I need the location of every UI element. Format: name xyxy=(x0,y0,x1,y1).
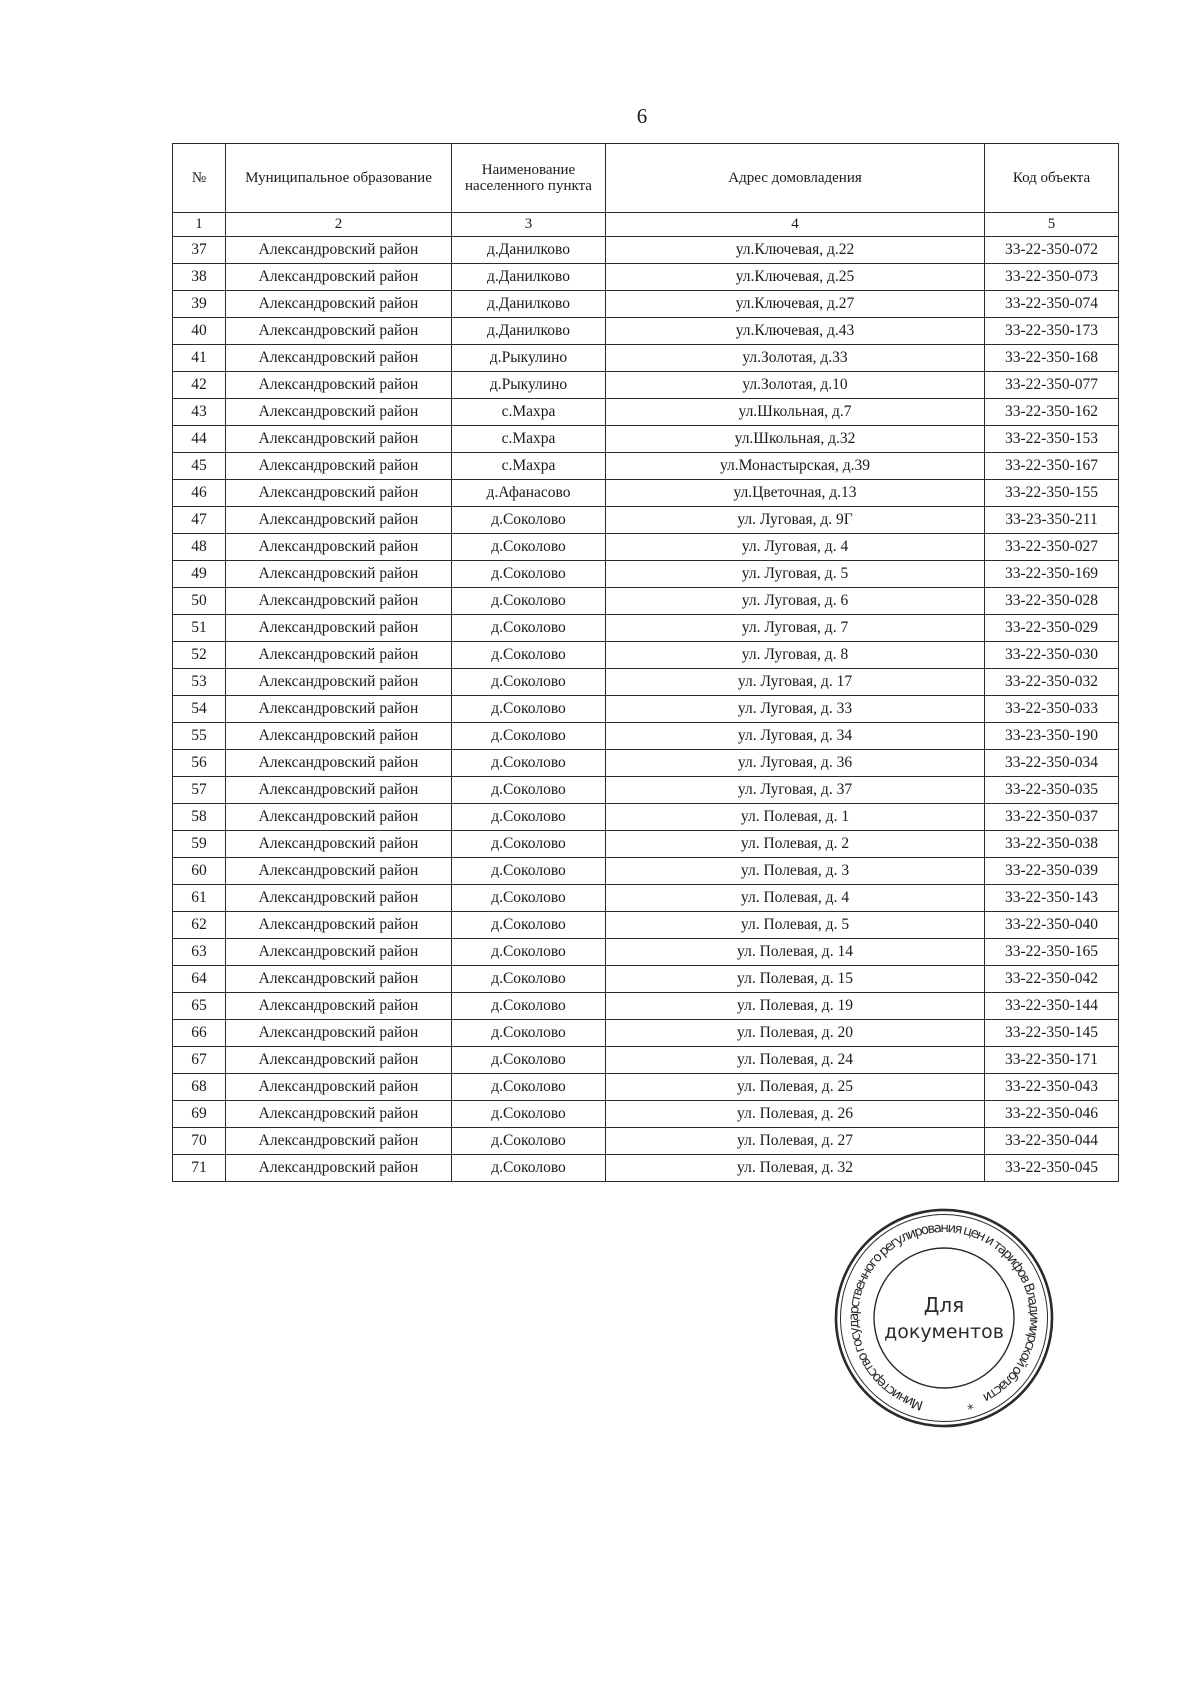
table-row xyxy=(173,399,1119,426)
settlement-cell: д.Соколово xyxy=(452,804,606,831)
table-row xyxy=(173,453,1119,480)
object-code-cell: 33-22-350-155 xyxy=(985,480,1119,507)
row-number: 57 xyxy=(173,777,226,804)
table-row xyxy=(173,858,1119,885)
settlement-cell: с.Махра xyxy=(452,399,606,426)
address-cell: ул. Полевая, д. 27 xyxy=(606,1128,985,1155)
address-cell: ул.Ключевая, д.22 xyxy=(606,237,985,264)
object-code-cell: 33-22-350-032 xyxy=(985,669,1119,696)
municipality-cell: Александровский район xyxy=(226,966,452,993)
stamp-star-icon: * xyxy=(964,1395,975,1412)
table-row xyxy=(173,534,1119,561)
settlement-cell: д.Соколово xyxy=(452,696,606,723)
object-code-cell: 33-23-350-190 xyxy=(985,723,1119,750)
header-settlement: Наименование населенного пункта xyxy=(452,144,606,213)
row-number: 38 xyxy=(173,264,226,291)
municipality-cell: Александровский район xyxy=(226,858,452,885)
object-code-cell: 33-22-350-034 xyxy=(985,750,1119,777)
municipality-cell: Александровский район xyxy=(226,318,452,345)
settlement-cell: д.Соколово xyxy=(452,858,606,885)
address-cell: ул. Луговая, д. 9Г xyxy=(606,507,985,534)
row-number: 69 xyxy=(173,1101,226,1128)
object-code-cell: 33-22-350-045 xyxy=(985,1155,1119,1182)
settlement-cell: д.Рыкулино xyxy=(452,345,606,372)
settlement-cell: д.Афанасово xyxy=(452,480,606,507)
address-cell: ул.Золотая, д.10 xyxy=(606,372,985,399)
row-number: 63 xyxy=(173,939,226,966)
municipality-cell: Александровский район xyxy=(226,291,452,318)
settlement-cell: д.Соколово xyxy=(452,1155,606,1182)
object-code-cell: 33-22-350-037 xyxy=(985,804,1119,831)
row-number: 55 xyxy=(173,723,226,750)
municipality-cell: Александровский район xyxy=(226,777,452,804)
row-number: 58 xyxy=(173,804,226,831)
address-cell: ул.Ключевая, д.27 xyxy=(606,291,985,318)
address-cell: ул. Луговая, д. 6 xyxy=(606,588,985,615)
address-cell: ул. Полевая, д. 5 xyxy=(606,912,985,939)
table-row xyxy=(173,696,1119,723)
object-code-cell: 33-22-350-144 xyxy=(985,993,1119,1020)
table-row xyxy=(173,912,1119,939)
settlement-cell: д.Соколово xyxy=(452,750,606,777)
address-cell: ул. Луговая, д. 33 xyxy=(606,696,985,723)
row-number: 37 xyxy=(173,237,226,264)
address-cell: ул. Полевая, д. 19 xyxy=(606,993,985,1020)
municipality-cell: Александровский район xyxy=(226,750,452,777)
municipality-cell: Александровский район xyxy=(226,615,452,642)
stamp-ring-text: Министерство государственного регулирования цен и тарифов Владимирской области xyxy=(846,1220,1042,1413)
address-cell: ул. Луговая, д. 7 xyxy=(606,615,985,642)
object-code-cell: 33-22-350-043 xyxy=(985,1074,1119,1101)
municipality-cell: Александровский район xyxy=(226,723,452,750)
column-number: 2 xyxy=(226,213,452,237)
municipality-cell: Александровский район xyxy=(226,588,452,615)
row-number: 45 xyxy=(173,453,226,480)
row-number: 67 xyxy=(173,1047,226,1074)
municipality-cell: Александровский район xyxy=(226,804,452,831)
table-row xyxy=(173,1101,1119,1128)
object-code-cell: 33-22-350-173 xyxy=(985,318,1119,345)
object-code-cell: 33-22-350-072 xyxy=(985,237,1119,264)
address-cell: ул. Полевая, д. 3 xyxy=(606,858,985,885)
object-code-cell: 33-22-350-040 xyxy=(985,912,1119,939)
municipality-cell: Александровский район xyxy=(226,1074,452,1101)
settlement-cell: д.Соколово xyxy=(452,777,606,804)
address-cell: ул.Школьная, д.7 xyxy=(606,399,985,426)
object-code-cell: 33-22-350-042 xyxy=(985,966,1119,993)
object-code-cell: 33-22-350-029 xyxy=(985,615,1119,642)
municipality-cell: Александровский район xyxy=(226,642,452,669)
row-number: 70 xyxy=(173,1128,226,1155)
address-cell: ул. Полевая, д. 25 xyxy=(606,1074,985,1101)
settlement-cell: д.Соколово xyxy=(452,1128,606,1155)
table-row xyxy=(173,885,1119,912)
object-code-cell: 33-22-350-073 xyxy=(985,264,1119,291)
municipality-cell: Александровский район xyxy=(226,426,452,453)
table-row xyxy=(173,615,1119,642)
row-number: 64 xyxy=(173,966,226,993)
table-row xyxy=(173,939,1119,966)
municipality-cell: Александровский район xyxy=(226,669,452,696)
object-code-cell: 33-22-350-167 xyxy=(985,453,1119,480)
municipality-cell: Александровский район xyxy=(226,237,452,264)
settlement-cell: д.Соколово xyxy=(452,1101,606,1128)
table-row xyxy=(173,1155,1119,1182)
table-row xyxy=(173,264,1119,291)
table-row xyxy=(173,1128,1119,1155)
settlement-cell: д.Соколово xyxy=(452,642,606,669)
row-number: 44 xyxy=(173,426,226,453)
row-number: 60 xyxy=(173,858,226,885)
header-number: № xyxy=(173,144,226,213)
object-code-cell: 33-22-350-038 xyxy=(985,831,1119,858)
row-number: 42 xyxy=(173,372,226,399)
address-cell: ул. Полевая, д. 15 xyxy=(606,966,985,993)
column-number: 4 xyxy=(606,213,985,237)
column-number: 1 xyxy=(173,213,226,237)
municipality-cell: Александровский район xyxy=(226,453,452,480)
address-cell: ул. Полевая, д. 24 xyxy=(606,1047,985,1074)
object-code-cell: 33-22-350-039 xyxy=(985,858,1119,885)
municipality-cell: Александровский район xyxy=(226,1047,452,1074)
municipality-cell: Александровский район xyxy=(226,561,452,588)
municipality-cell: Александровский район xyxy=(226,885,452,912)
row-number: 66 xyxy=(173,1020,226,1047)
header-municipality: Муниципальное образование xyxy=(226,144,452,213)
municipality-cell: Александровский район xyxy=(226,939,452,966)
table-row xyxy=(173,318,1119,345)
row-number: 39 xyxy=(173,291,226,318)
row-number: 61 xyxy=(173,885,226,912)
settlement-cell: д.Соколово xyxy=(452,831,606,858)
settlement-cell: д.Соколово xyxy=(452,993,606,1020)
row-number: 43 xyxy=(173,399,226,426)
table-row xyxy=(173,237,1119,264)
address-cell: ул. Полевая, д. 26 xyxy=(606,1101,985,1128)
column-number-row xyxy=(173,213,1119,237)
table-row xyxy=(173,777,1119,804)
table-row xyxy=(173,561,1119,588)
row-number: 59 xyxy=(173,831,226,858)
municipality-cell: Александровский район xyxy=(226,993,452,1020)
municipality-cell: Александровский район xyxy=(226,345,452,372)
stamp-center-line2: документов xyxy=(884,1321,1004,1343)
table-row xyxy=(173,480,1119,507)
settlement-cell: д.Соколово xyxy=(452,939,606,966)
address-cell: ул. Луговая, д. 34 xyxy=(606,723,985,750)
row-number: 46 xyxy=(173,480,226,507)
settlement-cell: д.Соколово xyxy=(452,912,606,939)
address-cell: ул.Цветочная, д.13 xyxy=(606,480,985,507)
municipality-cell: Александровский район xyxy=(226,831,452,858)
address-cell: ул. Луговая, д. 8 xyxy=(606,642,985,669)
municipality-cell: Александровский район xyxy=(226,1020,452,1047)
table-row xyxy=(173,804,1119,831)
object-code-cell: 33-22-350-169 xyxy=(985,561,1119,588)
object-code-cell: 33-22-350-030 xyxy=(985,642,1119,669)
page-number: 6 xyxy=(636,104,648,128)
row-number: 48 xyxy=(173,534,226,561)
settlement-cell: д.Рыкулино xyxy=(452,372,606,399)
address-cell: ул.Школьная, д.32 xyxy=(606,426,985,453)
settlement-cell: д.Соколово xyxy=(452,561,606,588)
object-code-cell: 33-22-350-046 xyxy=(985,1101,1119,1128)
municipality-cell: Александровский район xyxy=(226,1101,452,1128)
address-cell: ул. Луговая, д. 5 xyxy=(606,561,985,588)
municipality-cell: Александровский район xyxy=(226,1155,452,1182)
address-cell: ул. Полевая, д. 1 xyxy=(606,804,985,831)
row-number: 71 xyxy=(173,1155,226,1182)
settlement-cell: д.Соколово xyxy=(452,534,606,561)
settlement-cell: д.Соколово xyxy=(452,507,606,534)
object-code-cell: 33-22-350-033 xyxy=(985,696,1119,723)
address-cell: ул. Луговая, д. 37 xyxy=(606,777,985,804)
table-row xyxy=(173,993,1119,1020)
stamp-inner-ring xyxy=(863,1237,1025,1399)
municipality-cell: Александровский район xyxy=(226,264,452,291)
object-code-cell: 33-22-350-145 xyxy=(985,1020,1119,1047)
address-cell: ул. Полевая, д. 32 xyxy=(606,1155,985,1182)
settlement-cell: д.Соколово xyxy=(452,1047,606,1074)
municipality-cell: Александровский район xyxy=(226,912,452,939)
address-cell: ул. Полевая, д. 4 xyxy=(606,885,985,912)
municipality-cell: Александровский район xyxy=(226,696,452,723)
table-row xyxy=(173,831,1119,858)
object-code-cell: 33-22-350-035 xyxy=(985,777,1119,804)
table-row xyxy=(173,426,1119,453)
settlement-cell: д.Соколово xyxy=(452,669,606,696)
row-number: 50 xyxy=(173,588,226,615)
object-code-cell: 33-22-350-027 xyxy=(985,534,1119,561)
settlement-cell: д.Данилково xyxy=(452,264,606,291)
table-body xyxy=(173,237,1119,1182)
address-cell: ул. Полевая, д. 2 xyxy=(606,831,985,858)
settlement-cell: д.Соколово xyxy=(452,885,606,912)
settlement-cell: д.Соколово xyxy=(452,1020,606,1047)
table-row xyxy=(173,1020,1119,1047)
municipality-cell: Александровский район xyxy=(226,1128,452,1155)
object-code-cell: 33-22-350-165 xyxy=(985,939,1119,966)
row-number: 54 xyxy=(173,696,226,723)
registry-table xyxy=(172,143,1119,1182)
table-row xyxy=(173,588,1119,615)
address-cell: ул. Луговая, д. 17 xyxy=(606,669,985,696)
table-row xyxy=(173,1074,1119,1101)
table-row xyxy=(173,750,1119,777)
municipality-cell: Александровский район xyxy=(226,507,452,534)
table-row xyxy=(173,723,1119,750)
row-number: 68 xyxy=(173,1074,226,1101)
settlement-cell: д.Данилково xyxy=(452,237,606,264)
settlement-cell: д.Данилково xyxy=(452,291,606,318)
address-cell: ул. Луговая, д. 36 xyxy=(606,750,985,777)
row-number: 51 xyxy=(173,615,226,642)
column-number: 3 xyxy=(452,213,606,237)
stamp-outer-ring-inner xyxy=(832,1206,1056,1430)
settlement-cell: д.Соколово xyxy=(452,966,606,993)
object-code-cell: 33-22-350-162 xyxy=(985,399,1119,426)
table-row xyxy=(173,345,1119,372)
municipality-cell: Александровский район xyxy=(226,534,452,561)
row-number: 65 xyxy=(173,993,226,1020)
object-code-cell: 33-22-350-171 xyxy=(985,1047,1119,1074)
header-object-code: Код объекта xyxy=(985,144,1119,213)
row-number: 40 xyxy=(173,318,226,345)
object-code-cell: 33-22-350-074 xyxy=(985,291,1119,318)
municipality-cell: Александровский район xyxy=(226,372,452,399)
table-row xyxy=(173,669,1119,696)
table-row xyxy=(173,507,1119,534)
address-cell: ул. Полевая, д. 20 xyxy=(606,1020,985,1047)
header-address: Адрес домовладения xyxy=(606,144,985,213)
address-cell: ул.Золотая, д.33 xyxy=(606,345,985,372)
row-number: 47 xyxy=(173,507,226,534)
stamp-outer-ring xyxy=(832,1206,1056,1430)
table-row xyxy=(173,1047,1119,1074)
address-cell: ул.Ключевая, д.43 xyxy=(606,318,985,345)
settlement-cell: с.Махра xyxy=(452,453,606,480)
settlement-cell: д.Соколово xyxy=(452,615,606,642)
settlement-cell: д.Соколово xyxy=(452,723,606,750)
object-code-cell: 33-22-350-028 xyxy=(985,588,1119,615)
row-number: 52 xyxy=(173,642,226,669)
settlement-cell: д.Данилково xyxy=(452,318,606,345)
municipality-cell: Александровский район xyxy=(226,480,452,507)
object-code-cell: 33-22-350-153 xyxy=(985,426,1119,453)
header-row xyxy=(173,144,1119,213)
column-number: 5 xyxy=(985,213,1119,237)
row-number: 49 xyxy=(173,561,226,588)
object-code-cell: 33-22-350-077 xyxy=(985,372,1119,399)
table-row xyxy=(173,291,1119,318)
table-row xyxy=(173,372,1119,399)
settlement-cell: д.Соколово xyxy=(452,588,606,615)
stamp-center-line1: Для xyxy=(923,1293,965,1317)
address-cell: ул. Полевая, д. 14 xyxy=(606,939,985,966)
official-stamp xyxy=(832,1206,1056,1430)
address-cell: ул.Монастырская, д.39 xyxy=(606,453,985,480)
municipality-cell: Александровский район xyxy=(226,399,452,426)
object-code-cell: 33-22-350-143 xyxy=(985,885,1119,912)
object-code-cell: 33-23-350-211 xyxy=(985,507,1119,534)
row-number: 41 xyxy=(173,345,226,372)
address-cell: ул. Луговая, д. 4 xyxy=(606,534,985,561)
address-cell: ул.Ключевая, д.25 xyxy=(606,264,985,291)
settlement-cell: с.Махра xyxy=(452,426,606,453)
row-number: 62 xyxy=(173,912,226,939)
settlement-cell: д.Соколово xyxy=(452,1074,606,1101)
object-code-cell: 33-22-350-044 xyxy=(985,1128,1119,1155)
row-number: 56 xyxy=(173,750,226,777)
table-row xyxy=(173,966,1119,993)
object-code-cell: 33-22-350-168 xyxy=(985,345,1119,372)
table-row xyxy=(173,642,1119,669)
row-number: 53 xyxy=(173,669,226,696)
